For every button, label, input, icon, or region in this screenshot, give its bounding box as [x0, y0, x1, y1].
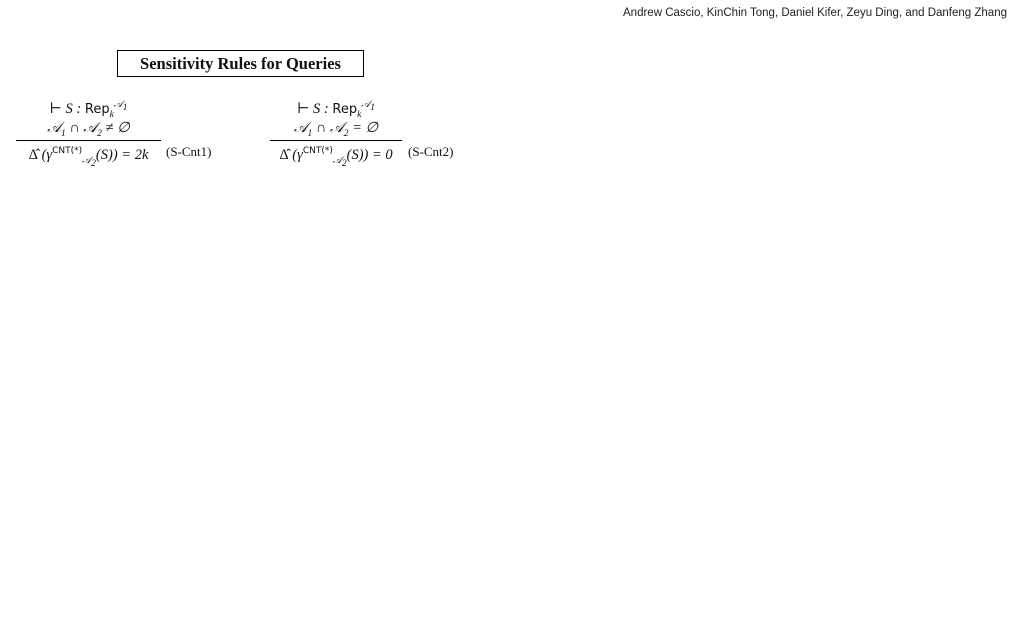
running-header: Andrew Cascio, KinChin Tong, Daniel Kifer, Zeyu Ding, and Danfeng Zhang: [623, 7, 1007, 19]
rule-s-cnt1: [16, 100, 212, 169]
rule-conclusion: Δ̂ $(\gamma^{CNT(*)}_{𝒜_2}(S)) = 2k$: [28, 146, 149, 169]
rule-premise: 𝒜$_1$ ∩ 𝒜$_2$ ≠ ∅: [47, 120, 130, 139]
rule-s-cnt2: [270, 100, 454, 169]
rule-line: [16, 140, 161, 141]
rule-tag: (S-Cnt2): [408, 144, 454, 159]
rule-premise: ⊢ S : Rep$_k^{𝒜_1}$: [296, 100, 376, 120]
right-column: [515, 0, 1010, 627]
left-column: [0, 0, 505, 627]
rule-line: [270, 140, 402, 141]
rule-premise: 𝒜$_1$ ∩ 𝒜$_2$ = ∅: [293, 120, 379, 139]
rule-tag: (S-Cnt1): [166, 144, 212, 159]
rule-premise: ⊢ S : Rep$_k^{𝒜_1}$: [49, 100, 128, 120]
rule-conclusion: Δ̂ $(\gamma^{CNT(*)}_{𝒜_2}(S)) = 0$: [279, 146, 393, 169]
rules-box-title: Sensitivity Rules for Queries: [117, 50, 364, 77]
